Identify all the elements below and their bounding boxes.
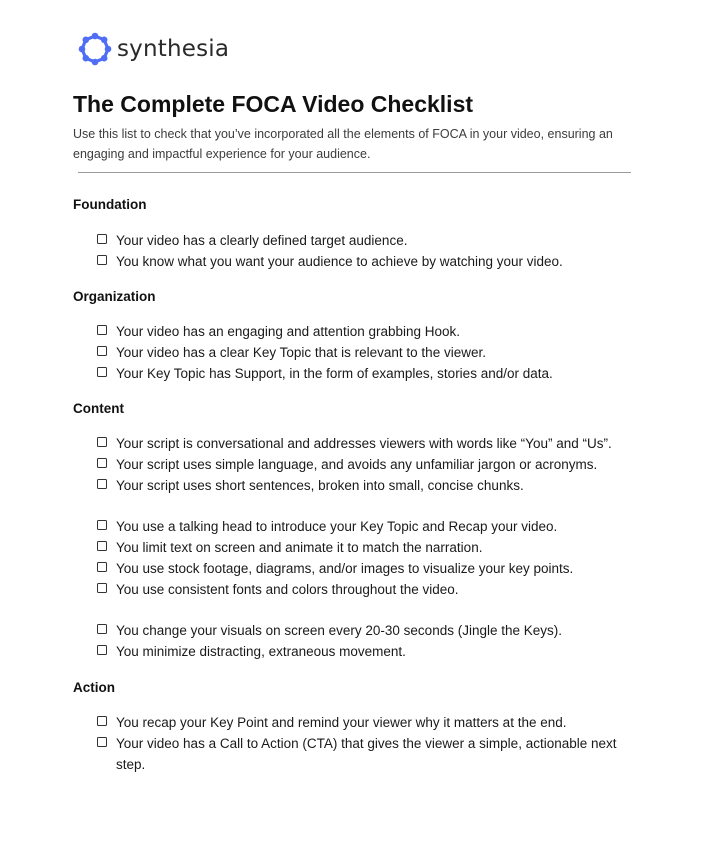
- checklist-item-text: Your video has an engaging and attention grabbing Hook.: [116, 324, 461, 339]
- checklist-item-text: Your video has a Call to Action (CTA) that gives the viewer a simple, actionable next step.: [116, 736, 617, 772]
- synthesia-logo: [78, 31, 229, 67]
- checklist-item: [73, 712, 653, 733]
- checkbox[interactable]: [97, 624, 107, 634]
- checklist-item: [73, 558, 653, 579]
- spacer: [73, 600, 653, 620]
- checklist-item: [73, 321, 653, 342]
- checklist-item: [73, 342, 653, 363]
- checklist-item-text: You know what you want your audience to achieve by watching your video.: [116, 254, 563, 269]
- checkbox[interactable]: [97, 583, 107, 593]
- section-foundation: [73, 196, 653, 272]
- checkbox[interactable]: [97, 562, 107, 572]
- checklist-item-text: Your video has a clearly defined target audience.: [116, 233, 408, 248]
- checklist-item: [73, 475, 653, 496]
- divider: [78, 172, 631, 173]
- section-content: [73, 400, 653, 662]
- checklist-item: [73, 363, 653, 384]
- checkbox[interactable]: [97, 479, 107, 489]
- checklist-item-text: You recap your Key Point and remind your viewer why it matters at the end.: [116, 715, 567, 730]
- checkbox[interactable]: [97, 255, 107, 265]
- section-action: [73, 679, 653, 775]
- checkbox[interactable]: [97, 325, 107, 335]
- checklist-item: [73, 516, 653, 537]
- brand-name: synthesia: [117, 36, 230, 62]
- section-heading-foundation: Foundation: [73, 197, 147, 212]
- checkbox[interactable]: [97, 234, 107, 244]
- checkbox[interactable]: [97, 541, 107, 551]
- checkbox[interactable]: [97, 458, 107, 468]
- checklist-item-text: You use consistent fonts and colors throughout the video.: [116, 582, 459, 597]
- checklist-item: [73, 433, 653, 454]
- checklist-item: [73, 579, 653, 600]
- checklist-item-text: Your Key Topic has Support, in the form of examples, stories and/or data.: [116, 366, 553, 381]
- section-heading-content: Content: [73, 401, 124, 416]
- section-heading-organization: Organization: [73, 289, 156, 304]
- section-heading-action: Action: [73, 680, 115, 695]
- checkbox[interactable]: [97, 520, 107, 530]
- checkbox[interactable]: [97, 437, 107, 447]
- checklist-item-text: You use stock footage, diagrams, and/or images to visualize your key points.: [116, 561, 574, 576]
- checklist-item: [73, 537, 653, 558]
- page-title: The Complete FOCA Video Checklist: [73, 91, 474, 117]
- checkbox[interactable]: [97, 645, 107, 655]
- checklist-item-text: You minimize distracting, extraneous movement.: [116, 644, 406, 659]
- checklist-item: [73, 733, 636, 775]
- checklist-item-text: You limit text on screen and animate it to match the narration.: [116, 540, 483, 555]
- checkbox[interactable]: [97, 346, 107, 356]
- synthesia-logo-icon: [78, 32, 112, 66]
- checklist-item: [73, 230, 653, 251]
- checklist-item: [73, 620, 653, 641]
- checklist-item: [73, 251, 653, 272]
- checklist-item-text: Your script is conversational and addresses viewers with words like “You” and “Us”.: [116, 436, 612, 451]
- checklist-item: [73, 641, 653, 662]
- checklist-item-text: You change your visuals on screen every 20-30 seconds (Jingle the Keys).: [116, 623, 563, 638]
- spacer: [73, 496, 653, 516]
- section-organization: [73, 288, 653, 384]
- checkbox[interactable]: [97, 716, 107, 726]
- checklist-item-text: You use a talking head to introduce your Key Topic and Recap your video.: [116, 519, 558, 534]
- checklist-item-text: Your script uses simple language, and avoids any unfamiliar jargon or acronyms.: [116, 457, 598, 472]
- checklist-item-text: Your script uses short sentences, broken into small, concise chunks.: [116, 478, 524, 493]
- intro-text: Use this list to check that you’ve incorporated all the elements of FOCA in your video, ensuring an engaging and impactful experience for your audience.: [73, 127, 613, 161]
- checkbox[interactable]: [97, 367, 107, 377]
- checklist-item: [73, 454, 653, 475]
- checkbox[interactable]: [97, 737, 107, 747]
- checklist-item-text: Your video has a clear Key Topic that is relevant to the viewer.: [116, 345, 486, 360]
